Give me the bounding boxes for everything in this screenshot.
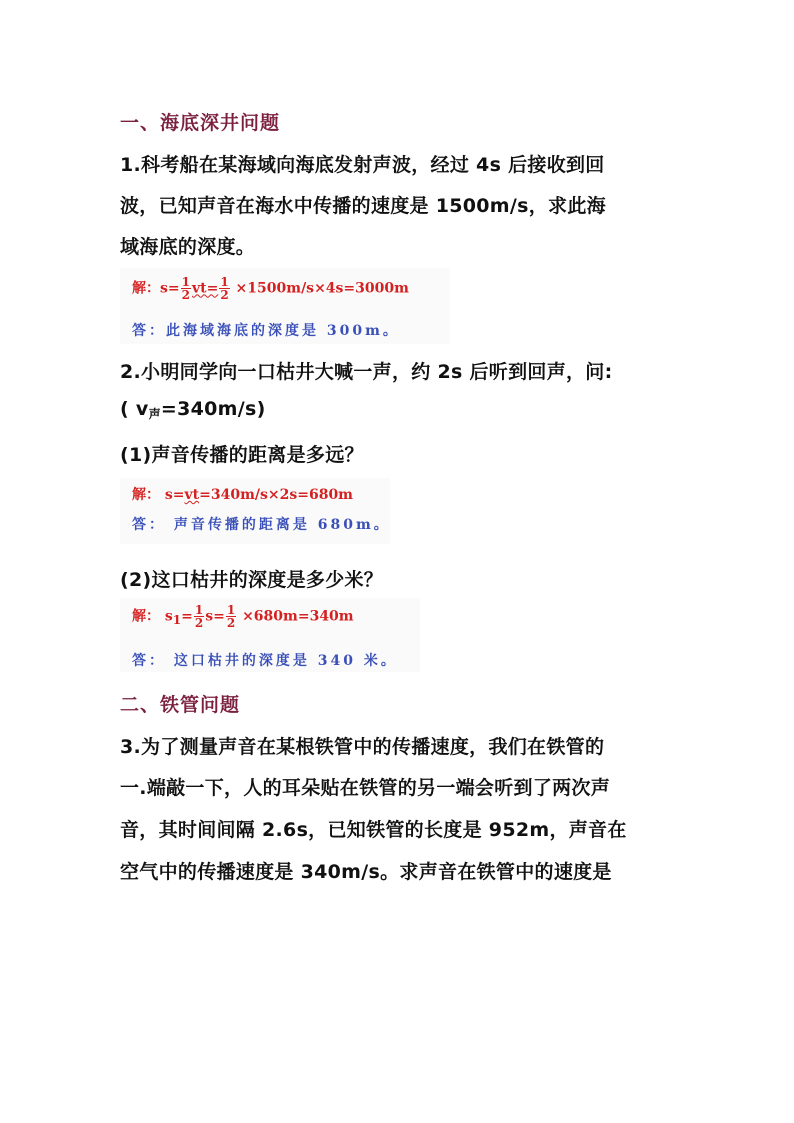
question-1-line-2: 波，已知声音在海水中传播的速度是 1500m/s，求此海 bbox=[120, 195, 606, 217]
question-2-part-1-solution: 解： s=vt=340m/s×2s=680m bbox=[132, 487, 353, 503]
question-2-line-1: 2.小明同学向一口枯井大喊一声，约 2s 后听到回声，问: bbox=[120, 361, 613, 383]
question-1-line-3: 域海底的深度。 bbox=[120, 236, 256, 258]
question-3-line-4: 空气中的传播速度是 340m/s。求声音在铁管中的速度是 bbox=[120, 861, 612, 883]
question-2-given: ( v声=340m/s) bbox=[120, 398, 266, 421]
question-3-line-3: 音，其时间间隔 2.6s，已知铁管的长度是 952m，声音在 bbox=[120, 819, 627, 841]
fraction-half: $\frac{1}{2}$ bbox=[220, 275, 229, 302]
question-2-part-2: (2)这口枯井的深度是多少米？ bbox=[120, 569, 384, 591]
question-2-part-2-answer: 答： 这口枯井的深度是 340 米。 bbox=[132, 653, 398, 669]
section-heading-seabed: 一、海底深井问题 bbox=[120, 112, 281, 134]
fraction-half: $\frac{1}{2}$ bbox=[194, 603, 204, 630]
question-1-solution-image bbox=[120, 268, 450, 344]
section-heading-iron-pipe: 二、铁管问题 bbox=[120, 694, 241, 716]
question-2-part-2-solution: 解： s1= $\frac{1}{2}$ s= $\frac{1}{2}$ ×680m=340m bbox=[132, 603, 354, 630]
question-3-line-2: 一.端敲一下，人的耳朵贴在铁管的另一端会听到了两次声 bbox=[120, 777, 611, 799]
question-3-line-1: 3.为了测量声音在某根铁管中的传播速度，我们在铁管的 bbox=[120, 736, 605, 758]
question-1-answer: 答：此海域海底的深度是 300m。 bbox=[132, 323, 400, 339]
question-2-part-1-solution-image bbox=[120, 478, 390, 544]
fraction-half: $\frac{1}{2}$ bbox=[226, 603, 236, 630]
question-1-solution: 解：s= $\frac{1}{2}$ vt= $\frac{1}{2}$ ×1500m/s×4s=3000m bbox=[132, 275, 409, 302]
question-2-part-2-solution-image bbox=[120, 598, 420, 672]
question-1-line-1: 1.科考船在某海域向海底发射声波，经过 4s 后接收到回 bbox=[120, 154, 605, 176]
fraction-half: $\frac{1}{2}$ bbox=[181, 275, 190, 302]
question-2-part-1-answer: 答： 声音传播的距离是 680m。 bbox=[132, 517, 391, 533]
question-2-part-1: (1)声音传播的距离是多远？ bbox=[120, 444, 364, 466]
